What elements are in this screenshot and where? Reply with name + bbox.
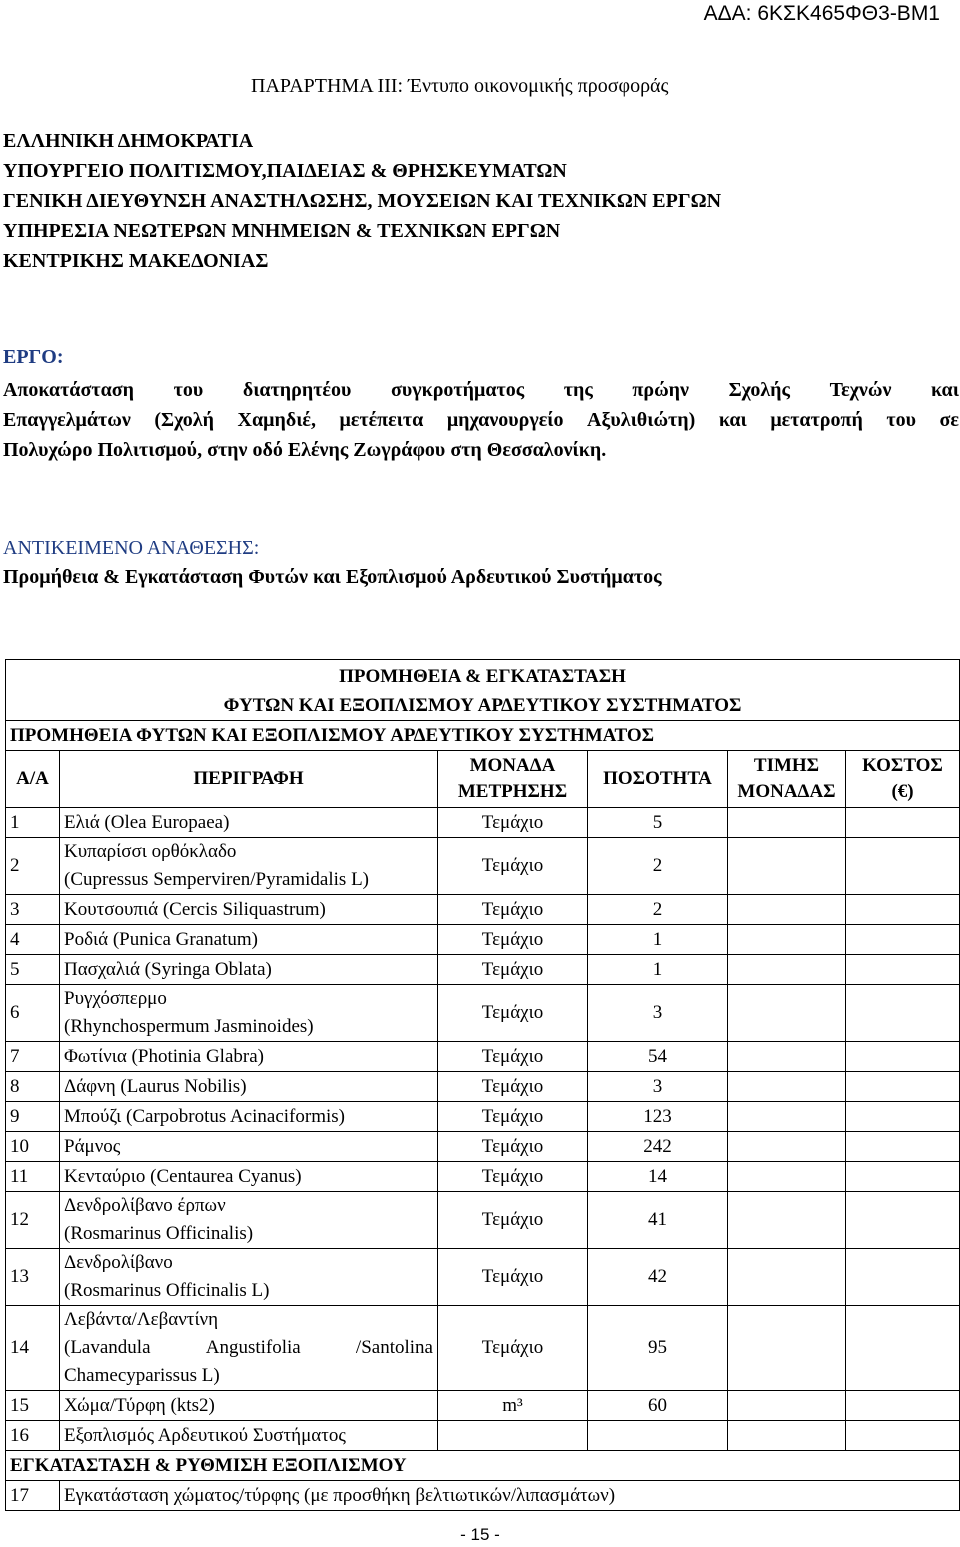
row-unit-price bbox=[728, 925, 846, 955]
row-unit-price bbox=[728, 895, 846, 925]
row-number: 4 bbox=[6, 925, 60, 955]
row-unit-price bbox=[728, 1042, 846, 1072]
row-description: Δάφνη (Laurus Nobilis) bbox=[60, 1072, 438, 1102]
row-number: 16 bbox=[6, 1421, 60, 1451]
row-number: 1 bbox=[6, 808, 60, 838]
row-number: 12 bbox=[6, 1192, 60, 1249]
table-row bbox=[6, 1249, 960, 1306]
row-number: 11 bbox=[6, 1162, 60, 1192]
row-unit: Τεμάχιο bbox=[438, 1306, 588, 1391]
row-unit: Τεμάχιο bbox=[438, 985, 588, 1042]
row-quantity: 42 bbox=[588, 1249, 728, 1306]
row-cost bbox=[846, 1042, 960, 1072]
project-word: μετατροπή bbox=[770, 409, 863, 431]
row-description: Κυπαρίσσι ορθόκλαδο (Cupressus Semperviren/Pyramidalis L) bbox=[60, 838, 438, 895]
project-word: σε bbox=[939, 409, 959, 431]
project-word: και bbox=[718, 409, 747, 431]
project-word: Τεχνών bbox=[829, 379, 892, 401]
row-quantity: 1 bbox=[588, 925, 728, 955]
row-quantity: 1 bbox=[588, 955, 728, 985]
ministry-line: ΥΠΟΥΡΓΕΙΟ ΠΟΛΙΤΙΣΜΟΥ,ΠΑΙΔΕΙΑΣ & ΘΡΗΣΚΕΥΜΑΤΩΝ bbox=[3, 160, 567, 182]
row-unit-price bbox=[728, 1391, 846, 1421]
row-description: Κενταύριο (Centaurea Cyanus) bbox=[60, 1162, 438, 1192]
ada-code: ΑΔΑ: 6ΚΣΚ465ΦΘ3-ΒΜ1 bbox=[703, 2, 940, 25]
project-word: του bbox=[886, 409, 916, 431]
row-cost bbox=[846, 955, 960, 985]
row-cost bbox=[846, 1192, 960, 1249]
row-description: Δενδρολίβανο (Rosmarinus Officinalis L) bbox=[60, 1249, 438, 1306]
row-description: Ελιά (Olea Europaea) bbox=[60, 808, 438, 838]
project-word: μετέπειτα bbox=[339, 409, 424, 431]
table-title: ΠΡΟΜΗΘΕΙΑ & ΕΓΚΑΤΑΣΤΑΣΗ ΦΥΤΩΝ ΚΑΙ ΕΞΟΠΛΙΣΜΟΥ ΑΡΔΕΥΤΙΚΟΥ ΣΥΣΤΗΜΑΤΟΣ bbox=[6, 660, 960, 721]
project-text-line1 bbox=[3, 376, 959, 405]
row-quantity: 2 bbox=[588, 838, 728, 895]
project-word: Αποκατάσταση bbox=[3, 379, 134, 401]
row-cost bbox=[846, 1072, 960, 1102]
row-cost bbox=[846, 985, 960, 1042]
row-unit: Τεμάχιο bbox=[438, 1102, 588, 1132]
row-quantity: 3 bbox=[588, 1072, 728, 1102]
project-word: και bbox=[931, 379, 959, 401]
row-unit-price bbox=[728, 1249, 846, 1306]
header-quantity: ΠΟΣΟΤΗΤΑ bbox=[588, 751, 728, 808]
project-word: μηχανουργείο bbox=[446, 409, 564, 431]
page-number: - 15 - bbox=[460, 1525, 500, 1544]
row-number: 9 bbox=[6, 1102, 60, 1132]
ministry-header bbox=[3, 126, 721, 276]
table-row bbox=[6, 1132, 960, 1162]
row-unit: m³ bbox=[438, 1391, 588, 1421]
project-word: διατηρητέου bbox=[242, 379, 352, 401]
row-unit: Τεμάχιο bbox=[438, 1132, 588, 1162]
project-label: ΕΡΓΟ: bbox=[3, 346, 64, 368]
subject-label: ΑΝΤΙΚΕΙΜΕΝΟ ΑΝΑΘΕΣΗΣ: bbox=[3, 537, 260, 559]
project-text-line2 bbox=[3, 406, 959, 435]
header-aa: Α/Α bbox=[6, 751, 60, 808]
row-description: Μπούζι (Carpobrotus Acinaciformis) bbox=[60, 1102, 438, 1132]
row-quantity: 14 bbox=[588, 1162, 728, 1192]
row-quantity: 3 bbox=[588, 985, 728, 1042]
row-number: 7 bbox=[6, 1042, 60, 1072]
row-number: 8 bbox=[6, 1072, 60, 1102]
header-unit-price: ΤΙΜΗΣ ΜΟΝΑΔΑΣ bbox=[728, 751, 846, 808]
ministry-line: ΕΛΛΗΝΙΚΗ ΔΗΜΟΚΡΑΤΙΑ bbox=[3, 130, 254, 152]
row-unit: Τεμάχιο bbox=[438, 838, 588, 895]
table-row bbox=[6, 1102, 960, 1132]
table-row bbox=[6, 1192, 960, 1249]
row-description: Ροδιά (Punica Granatum) bbox=[60, 925, 438, 955]
row-unit: Τεμάχιο bbox=[438, 1162, 588, 1192]
offer-table bbox=[5, 659, 960, 1511]
row-cost bbox=[846, 895, 960, 925]
row-unit-price bbox=[728, 1421, 846, 1451]
row-cost bbox=[846, 808, 960, 838]
row-unit-price bbox=[728, 838, 846, 895]
ministry-line: ΥΠΗΡΕΣΙΑ ΝΕΩΤΕΡΩΝ ΜΝΗΜΕΙΩΝ & ΤΕΧΝΙΚΩΝ ΕΡΓΩΝ bbox=[3, 220, 561, 242]
row-description: Δενδρολίβανο έρπων (Rosmarinus Officinalis) bbox=[60, 1192, 438, 1249]
row-description: Πασχαλιά (Syringa Oblata) bbox=[60, 955, 438, 985]
row-unit: Τεμάχιο bbox=[438, 1042, 588, 1072]
row-quantity: 41 bbox=[588, 1192, 728, 1249]
row-number: 6 bbox=[6, 985, 60, 1042]
row-description: Χώμα/Τύρφη (kts2) bbox=[60, 1391, 438, 1421]
table-row bbox=[6, 1391, 960, 1421]
row-unit-price bbox=[728, 985, 846, 1042]
row-description: Κουτσουπιά (Cercis Siliquastrum) bbox=[60, 895, 438, 925]
row-unit-price bbox=[728, 1162, 846, 1192]
row-quantity: 5 bbox=[588, 808, 728, 838]
row-description: Φωτίνια (Photinia Glabra) bbox=[60, 1042, 438, 1072]
project-word: πρώην bbox=[632, 379, 689, 401]
row-cost bbox=[846, 1249, 960, 1306]
table-row bbox=[6, 1072, 960, 1102]
section-row bbox=[6, 1451, 960, 1481]
project-word: συγκροτήματος bbox=[390, 379, 525, 401]
project-word: της bbox=[563, 379, 593, 401]
section-header: ΕΓΚΑΤΑΣΤΑΣΗ & ΡΥΘΜΙΣΗ ΕΞΟΠΛΙΣΜΟΥ bbox=[6, 1451, 960, 1481]
row-quantity: 95 bbox=[588, 1306, 728, 1391]
row-unit-price bbox=[728, 808, 846, 838]
column-header-row bbox=[6, 751, 960, 808]
project-word: Επαγγελμάτων bbox=[3, 409, 131, 431]
row-cost bbox=[846, 1391, 960, 1421]
table-row bbox=[6, 808, 960, 838]
table-row bbox=[6, 955, 960, 985]
row-cost bbox=[846, 1306, 960, 1391]
annex-title: ΠΑΡΑΡΤΗΜΑ ΙΙΙ: Έντυπο οικονομικής προσφοράς bbox=[251, 75, 669, 97]
row-cost bbox=[846, 1132, 960, 1162]
row-unit: Τεμάχιο bbox=[438, 808, 588, 838]
row-quantity bbox=[588, 1421, 728, 1451]
table-row bbox=[6, 1481, 960, 1511]
row-cost bbox=[846, 925, 960, 955]
table-row bbox=[6, 838, 960, 895]
row-description: Λεβάντα/Λεβαντίνη (Lavandula Angustifolia /Santolina Chamecyparissus L) bbox=[60, 1306, 438, 1391]
row-number: 5 bbox=[6, 955, 60, 985]
row-number: 13 bbox=[6, 1249, 60, 1306]
row-unit-price bbox=[728, 1102, 846, 1132]
table-row bbox=[6, 895, 960, 925]
row-number: 17 bbox=[6, 1481, 60, 1511]
row-unit: Τεμάχιο bbox=[438, 925, 588, 955]
project-text-line3: Πολυχώρο Πολιτισμού, στην οδό Ελένης Ζωγράφου στη Θεσσαλονίκη. bbox=[3, 439, 607, 461]
table-title-row bbox=[6, 660, 960, 721]
row-unit-price bbox=[728, 1132, 846, 1162]
row-unit-price bbox=[728, 955, 846, 985]
row-quantity: 242 bbox=[588, 1132, 728, 1162]
header-cost: ΚΟΣΤΟΣ (€) bbox=[846, 751, 960, 808]
row-number: 14 bbox=[6, 1306, 60, 1391]
row-cost bbox=[846, 1421, 960, 1451]
subject-text: Προμήθεια & Εγκατάσταση Φυτών και Εξοπλισμού Αρδευτικού Συστήματος bbox=[3, 566, 662, 588]
section-row bbox=[6, 721, 960, 751]
row-cost bbox=[846, 1102, 960, 1132]
project-word: Σχολής bbox=[728, 379, 790, 401]
row-quantity: 60 bbox=[588, 1391, 728, 1421]
row-unit-price bbox=[728, 1306, 846, 1391]
project-word: (Σχολή bbox=[154, 409, 214, 431]
row-cost bbox=[846, 838, 960, 895]
table-row bbox=[6, 1162, 960, 1192]
row-number: 2 bbox=[6, 838, 60, 895]
table-row bbox=[6, 1306, 960, 1391]
row-unit: Τεμάχιο bbox=[438, 955, 588, 985]
row-quantity: 2 bbox=[588, 895, 728, 925]
header-description: ΠΕΡΙΓΡΑΦΗ bbox=[60, 751, 438, 808]
header-unit: ΜΟΝΑΔΑ ΜΕΤΡΗΣΗΣ bbox=[438, 751, 588, 808]
row-quantity: 123 bbox=[588, 1102, 728, 1132]
row-description: Ρυγχόσπερμο (Rhynchospermum Jasminoides) bbox=[60, 985, 438, 1042]
table-row bbox=[6, 925, 960, 955]
row-unit: Τεμάχιο bbox=[438, 895, 588, 925]
row-unit: Τεμάχιο bbox=[438, 1072, 588, 1102]
row-unit bbox=[438, 1421, 588, 1451]
row-unit-price bbox=[728, 1192, 846, 1249]
row-number: 15 bbox=[6, 1391, 60, 1421]
row-description: Ράμνος bbox=[60, 1132, 438, 1162]
row-unit: Τεμάχιο bbox=[438, 1192, 588, 1249]
project-word: Αξυλιθιώτη) bbox=[587, 409, 696, 431]
row-number: 10 bbox=[6, 1132, 60, 1162]
table-row bbox=[6, 1421, 960, 1451]
row-number: 3 bbox=[6, 895, 60, 925]
project-word: του bbox=[173, 379, 204, 401]
section-header: ΠΡΟΜΗΘΕΙΑ ΦΥΤΩΝ ΚΑΙ ΕΞΟΠΛΙΣΜΟΥ ΑΡΔΕΥΤΙΚΟΥ ΣΥΣΤΗΜΑΤΟΣ bbox=[6, 721, 960, 751]
ministry-line: ΓΕΝΙΚΗ ΔΙΕΥΘΥΝΣΗ ΑΝΑΣΤΗΛΩΣΗΣ, ΜΟΥΣΕΙΩΝ ΚΑΙ ΤΕΧΝΙΚΩΝ ΕΡΓΩΝ bbox=[3, 190, 722, 212]
ministry-line: ΚΕΝΤΡΙΚΗΣ ΜΑΚΕΔΟΝΙΑΣ bbox=[3, 250, 269, 272]
table-row bbox=[6, 1042, 960, 1072]
row-cost bbox=[846, 1162, 960, 1192]
row-unit: Τεμάχιο bbox=[438, 1249, 588, 1306]
project-word: Χαμηδιέ, bbox=[237, 409, 316, 431]
row-description: Εξοπλισμός Αρδευτικού Συστήματος bbox=[60, 1421, 438, 1451]
table-row bbox=[6, 985, 960, 1042]
row-description: Εγκατάσταση χώματος/τύρφης (με προσθήκη βελτιωτικών/λιπασμάτων) bbox=[60, 1481, 960, 1511]
row-unit-price bbox=[728, 1072, 846, 1102]
row-quantity: 54 bbox=[588, 1042, 728, 1072]
